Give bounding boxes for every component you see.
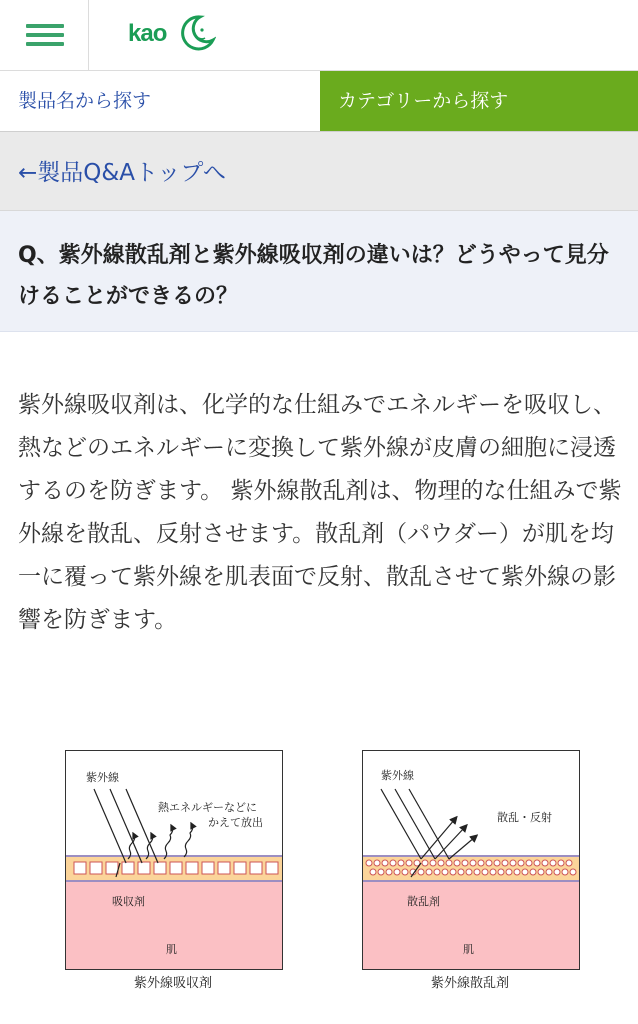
- question-heading: Q、紫外線散乱剤と紫外線吸収剤の違いは？どうやって見分けることができるの？: [18, 243, 609, 309]
- answer-text: 紫外線吸収剤は、化学的な仕組みでエネルギーを吸収し、熱などのエネルギーに変換して紫外線が皮膚の細胞に浸透するのを防ぎます。 紫外線散乱剤は、物理的な仕組みで紫外線を散乱、反射させます。散乱剤（パウダー）が肌を均一に覆って紫外線を肌表面で反射、散乱させて紫外線の影響を防ぎます。: [18, 392, 622, 633]
- logo-text: kao: [128, 20, 167, 47]
- absorber-agent-label: 吸収剤: [112, 895, 145, 908]
- search-tabs: [0, 71, 638, 132]
- kao-logo[interactable]: [128, 16, 218, 56]
- absorber-caption: 紫外線吸収剤: [133, 976, 212, 991]
- skin-label: 肌: [463, 943, 474, 956]
- uv-label: 紫外線: [381, 769, 414, 782]
- app-header: [0, 0, 638, 71]
- question-box: [0, 211, 638, 332]
- back-to-qa-top-link[interactable]: ←製品Q&Aトップへ: [18, 160, 226, 186]
- skin-label: 肌: [166, 943, 177, 956]
- scatterer-illustration: [363, 751, 579, 969]
- scatterer-caption: 紫外線散乱剤: [430, 976, 509, 991]
- scatterer-agent-label: 散乱剤: [407, 895, 440, 908]
- moon-face-icon: [178, 14, 216, 52]
- tab-search-by-category[interactable]: カテゴリーから探す: [320, 71, 638, 131]
- energy-label-line-2: かえて放出: [208, 816, 263, 829]
- breadcrumb-bar: [0, 132, 638, 211]
- menu-button[interactable]: [0, 0, 89, 70]
- tab-search-by-product-name[interactable]: 製品名から探す: [0, 71, 320, 131]
- reflect-label: 散乱・反射: [497, 811, 552, 824]
- scatterer-diagram: [362, 750, 580, 970]
- uv-label: 紫外線: [86, 771, 119, 784]
- absorber-diagram: [65, 750, 283, 970]
- energy-label-line-1: 熱エネルギーなどに: [158, 801, 257, 814]
